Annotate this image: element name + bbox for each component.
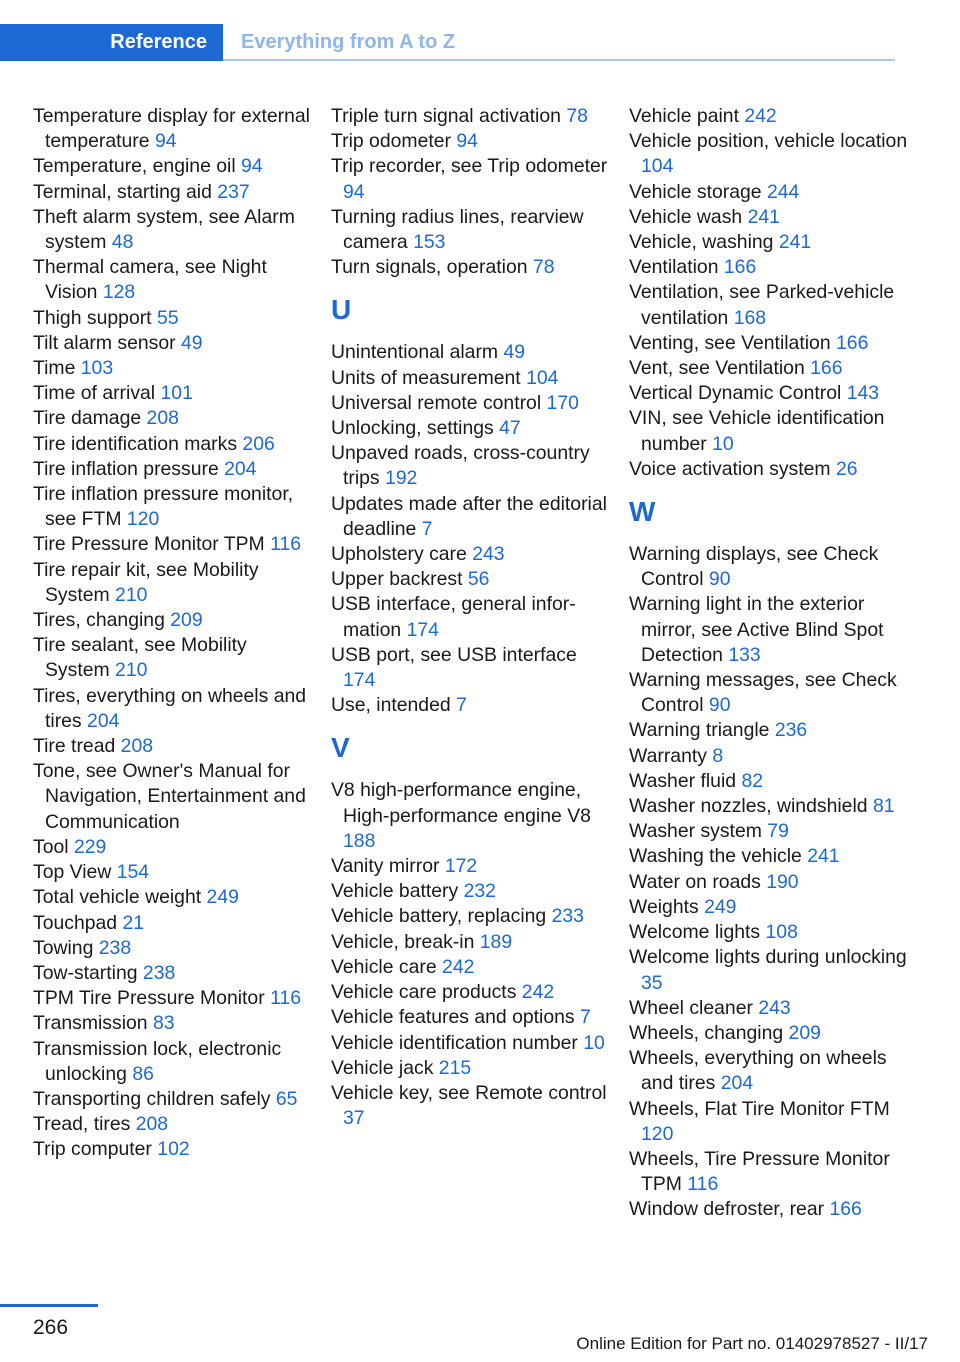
page-reference-link[interactable]: 116 (270, 533, 301, 556)
index-letter-heading: U (331, 294, 352, 326)
index-entry-text: Ventilation, see Parked-vehicle ventilation (629, 281, 895, 329)
index-entry-text: Vehicle features and options (331, 1006, 575, 1029)
index-entry-text: Tone, see Owner's Manual for Navigation, Entertainment and Communication (33, 760, 306, 833)
page-reference-link[interactable]: 237 (217, 180, 250, 203)
index-entry (33, 734, 315, 759)
page-reference-link[interactable]: 143 (846, 382, 880, 405)
index-entry (629, 205, 914, 230)
index-entry (629, 457, 914, 482)
index-entry (331, 441, 613, 491)
index-entry-text: Triple turn signal activation (331, 105, 561, 127)
index-entry (331, 391, 613, 416)
page-reference-link[interactable]: 47 (499, 417, 521, 440)
index-entry-text: Vehicle position, vehicle location (629, 130, 908, 153)
page-reference-link[interactable]: 79 (767, 820, 789, 843)
page-reference-link[interactable]: 166 (836, 331, 869, 354)
index-entry (33, 961, 315, 986)
page-reference-link[interactable]: 208 (135, 1113, 169, 1136)
section-tab-label: Reference (110, 31, 207, 53)
page-reference-link[interactable]: 49 (503, 341, 526, 364)
index-entry (331, 492, 613, 542)
index-entry (33, 104, 315, 154)
header-divider (223, 59, 895, 61)
index-entry-text: Trip odometer (331, 130, 451, 153)
page-reference-link[interactable]: 172 (444, 855, 478, 878)
index-entry (33, 1137, 315, 1162)
index-entry-text: Weights (629, 895, 699, 918)
page-reference-link[interactable]: 10 (712, 432, 734, 455)
index-entry-text: Wheels, Flat Tire Monitor FTM (629, 1097, 890, 1120)
index-entry (629, 920, 914, 945)
index-entry-text: Washer system (629, 820, 762, 843)
index-entry-text: Tire sealant, see Mobility System (33, 634, 247, 682)
index-entry (629, 1147, 914, 1197)
index-entry-text: Vehicle, break-in (331, 930, 475, 953)
page-reference-link[interactable]: 249 (704, 895, 737, 918)
index-entry-text: Transmission (33, 1012, 148, 1035)
page-reference-link[interactable]: 116 (687, 1173, 719, 1196)
page-reference-link[interactable]: 249 (206, 886, 239, 909)
index-entry-text: Wheels, changing (629, 1021, 784, 1044)
index-entry-text: Vehicle care products (331, 981, 517, 1004)
footer-divider (0, 1304, 98, 1307)
index-entry (331, 542, 613, 567)
index-entry-text: Vehicle wash (629, 205, 743, 228)
index-entry-text: TPM Tire Pressure Monitor (33, 987, 265, 1010)
index-entry-text: Temperature display for external temperature (33, 105, 310, 153)
index-entry (331, 1056, 613, 1081)
index-entry (33, 356, 315, 381)
index-entry-text: Vehicle care (331, 955, 437, 978)
page-reference-link[interactable]: 190 (766, 870, 799, 893)
page-reference-link[interactable]: 206 (242, 432, 275, 455)
page-reference-link[interactable]: 204 (87, 709, 120, 732)
index-entry-text: Vehicle paint (629, 105, 739, 127)
page-reference-link[interactable]: 241 (778, 231, 812, 254)
index-entry (629, 1097, 914, 1147)
index-entry-text: Wheel cleaner (629, 996, 753, 1019)
page-reference-link[interactable]: 241 (747, 205, 780, 228)
index-entry (331, 1005, 613, 1030)
index-entry-text: Tires, changing (33, 609, 165, 632)
section-tab-reference (0, 24, 223, 61)
index-entry-text: Vehicle battery, replacing (331, 905, 547, 928)
index-entry (33, 1037, 315, 1087)
page-reference-link[interactable]: 238 (98, 936, 132, 959)
page-reference-link[interactable]: 49 (180, 331, 203, 354)
page-reference-link[interactable]: 166 (810, 357, 843, 380)
index-entry (629, 1046, 914, 1096)
page-reference-link[interactable]: 192 (385, 467, 418, 490)
page-reference-link[interactable]: 94 (241, 155, 263, 178)
index-entry-text: Tire damage (33, 407, 142, 430)
index-entry-text: Warranty (629, 744, 707, 767)
page-reference-link[interactable]: 174 (406, 618, 439, 641)
index-entry (629, 381, 914, 406)
index-entry (331, 340, 613, 365)
index-entry-text: Tilt alarm sensor (33, 331, 176, 354)
page-reference-link[interactable]: 7 (580, 1006, 591, 1029)
index-entry (629, 668, 914, 718)
index-entry (629, 406, 914, 456)
page-reference-link[interactable]: 166 (723, 256, 757, 279)
index-entry-text: Warning messages, see Check Control (629, 669, 897, 717)
index-entry (331, 129, 613, 154)
index-entry (331, 778, 613, 854)
index-entry (33, 255, 315, 305)
page-reference-link[interactable]: 174 (343, 669, 376, 692)
index-entry (33, 684, 315, 734)
index-entry-text: Transporting children safely (33, 1087, 271, 1110)
index-entry (33, 381, 315, 406)
index-column-3 (629, 104, 914, 1223)
index-entry-text: Ventilation (629, 256, 719, 279)
index-entry-text: Unpaved roads, cross-country trips (331, 442, 590, 490)
index-entry-text: Tire Pressure Monitor TPM (33, 533, 265, 556)
index-entry-text: Thigh support (33, 306, 152, 329)
page-reference-link[interactable]: 7 (421, 517, 433, 540)
index-entry (331, 980, 613, 1005)
index-entry-text: Unlocking, settings (331, 417, 494, 440)
index-entry-text: Terminal, starting aid (33, 180, 212, 203)
index-entry-text: Washer nozzles, windshield (629, 795, 868, 818)
index-entry-text: Tow-starting (33, 961, 138, 984)
index-entry (33, 885, 315, 910)
index-entry-text: Tire tread (33, 735, 116, 758)
page-reference-link[interactable]: 242 (521, 981, 555, 1004)
index-entry (629, 129, 914, 179)
index-entry (33, 1087, 315, 1112)
index-entry-text: Vehicle storage (629, 180, 762, 203)
index-entry (331, 1081, 613, 1131)
page-reference-link[interactable]: 242 (744, 105, 777, 127)
page-reference-link[interactable]: 86 (132, 1062, 154, 1085)
index-entry-text: Wheels, Tire Pressure Monitor TPM (629, 1147, 890, 1196)
index-entry-text: Trip recorder, see Trip odometer (331, 155, 608, 178)
index-entry-text: Washer fluid (629, 769, 737, 792)
page-reference-link[interactable]: 229 (73, 835, 107, 858)
index-entry-text: Turning radius lines, rearview camera (331, 205, 584, 254)
index-entry (629, 819, 914, 844)
index-entry (33, 835, 315, 860)
index-entry-text: Voice activation system (629, 457, 831, 480)
index-entry (629, 1197, 914, 1222)
edition-note: Online Edition for Part no. 01402978527 - II/17 (576, 1334, 928, 1353)
page-reference-link[interactable]: 94 (154, 130, 177, 153)
page-reference-link[interactable]: 242 (442, 955, 475, 978)
page-reference-link[interactable]: 243 (758, 996, 791, 1019)
index-entry (331, 955, 613, 980)
page-reference-link[interactable]: 128 (102, 281, 136, 304)
page-reference-link[interactable]: 238 (142, 961, 176, 984)
index-entry-text: Warning triangle (629, 719, 770, 742)
page-reference-link[interactable]: 208 (146, 407, 179, 430)
page-reference-link[interactable]: 83 (152, 1012, 175, 1035)
index-entry (629, 255, 914, 280)
page-reference-link[interactable]: 244 (766, 180, 800, 203)
index-entry-text: Universal remote control (331, 391, 542, 414)
page-reference-link[interactable]: 170 (546, 391, 579, 414)
page-reference-link[interactable]: 21 (122, 911, 145, 934)
page-reference-link[interactable]: 236 (774, 719, 808, 742)
index-entry-text: Theft alarm system, see Alarm system (33, 205, 295, 254)
index-entry (33, 911, 315, 936)
index-entry-text: Time of arrival (33, 382, 156, 405)
index-entry-text: Tire inflation pressure monitor, see FTM (33, 483, 294, 531)
index-entry (33, 860, 315, 885)
index-entry (331, 643, 613, 693)
index-entry (33, 986, 315, 1011)
index-entry (629, 870, 914, 895)
page-reference-link[interactable]: 48 (111, 231, 134, 254)
page-reference-link[interactable]: 7 (456, 694, 467, 717)
page-reference-link[interactable]: 120 (641, 1122, 674, 1145)
page-reference-link[interactable]: 78 (532, 256, 555, 279)
index-entry (33, 1112, 315, 1137)
index-entry (629, 769, 914, 794)
index-entry (33, 482, 315, 532)
page-reference-link[interactable]: 133 (728, 643, 761, 666)
page-reference-link[interactable]: 103 (80, 357, 114, 380)
page-reference-link[interactable]: 204 (720, 1072, 754, 1095)
page-reference-link[interactable]: 232 (463, 880, 496, 903)
index-entry-text: Use, intended (331, 694, 451, 717)
page-header (0, 24, 895, 61)
page-reference-link[interactable]: 102 (157, 1138, 190, 1161)
index-entry-text: Updates made after the editorial deadline (331, 492, 607, 540)
index-entry-text: Tires, everything on wheels and tires (33, 684, 307, 732)
index-entry-text: Total vehicle weight (33, 886, 202, 909)
page-reference-link[interactable]: 209 (170, 609, 203, 632)
page-reference-link[interactable]: 215 (438, 1056, 472, 1079)
index-entry (629, 542, 914, 592)
index-entry-text: Upholstery care (331, 543, 467, 566)
index-entry-text: Trip computer (33, 1138, 152, 1161)
index-entry-text: Tread, tires (33, 1113, 131, 1136)
page-reference-link[interactable]: 120 (126, 508, 160, 531)
page-reference-link[interactable]: 241 (807, 845, 840, 868)
index-entry-text: Welcome lights during unlocking (629, 946, 907, 969)
page-reference-link[interactable]: 81 (872, 795, 895, 818)
page-reference-link[interactable]: 8 (712, 744, 724, 767)
index-entry-text: Tire inflation pressure (33, 457, 219, 480)
index-entry-text: Top View (33, 861, 112, 884)
page-reference-link[interactable]: 188 (343, 829, 376, 852)
index-entry (629, 996, 914, 1021)
index-entry (331, 416, 613, 441)
index-entry (629, 331, 914, 356)
index-column-2 (331, 104, 613, 1131)
page-reference-link[interactable]: 204 (224, 457, 257, 480)
index-entry (629, 1021, 914, 1046)
index-entry (331, 854, 613, 879)
page-reference-link[interactable]: 233 (551, 905, 584, 928)
index-entry-text: Upper backrest (331, 568, 463, 591)
index-entry (33, 331, 315, 356)
index-letter-heading: V (331, 732, 350, 764)
index-entry (331, 154, 613, 204)
index-entry-text: Vehicle identification number (331, 1031, 578, 1054)
index-entry-text: Tire identification marks (33, 432, 238, 455)
index-entry-text: Window defroster, rear (629, 1198, 825, 1221)
page-reference-link[interactable]: 56 (467, 568, 490, 591)
index-entry-text: Water on roads (629, 870, 761, 893)
index-entry (629, 280, 914, 330)
page-reference-link[interactable]: 104 (641, 155, 674, 178)
page-reference-link[interactable]: 108 (765, 921, 798, 944)
index-entry (331, 255, 613, 280)
index-entry (331, 205, 613, 255)
page-reference-link[interactable]: 90 (708, 568, 731, 591)
page-number: 266 (33, 1316, 69, 1339)
index-entry (629, 592, 914, 668)
index-entry (331, 904, 613, 929)
index-entry-text: Touchpad (33, 911, 118, 934)
index-entry (33, 532, 315, 557)
index-entry-text: Vehicle key, see Remote control (331, 1081, 607, 1104)
page-reference-link[interactable]: 90 (708, 694, 731, 717)
index-entry (629, 895, 914, 920)
index-entry (629, 945, 914, 995)
page-reference-link[interactable]: 210 (115, 583, 148, 606)
index-entry (629, 844, 914, 869)
index-entry (629, 718, 914, 743)
page-reference-link[interactable]: 208 (120, 735, 154, 758)
page-reference-link[interactable]: 37 (343, 1107, 365, 1130)
index-entry (629, 230, 914, 255)
page-reference-link[interactable]: 154 (116, 861, 150, 884)
index-entry-text: Venting, see Ventilation (629, 331, 831, 354)
index-entry-text: Unintentional alarm (331, 341, 499, 364)
index-entry (33, 306, 315, 331)
index-entry-text: V8 high-performance engine, High-performance engine V8 (331, 779, 591, 827)
index-entry (331, 1031, 613, 1056)
index-entry (331, 693, 613, 718)
index-column-1 (33, 104, 315, 1163)
page-reference-link[interactable]: 35 (641, 971, 663, 994)
page-reference-link[interactable]: 189 (479, 930, 513, 953)
index-entry (629, 180, 914, 205)
index-entry-text: USB interface, general information (331, 593, 576, 641)
index-entry (33, 558, 315, 608)
index-entry (331, 104, 613, 129)
index-entry (33, 1011, 315, 1036)
index-letter-heading: W (629, 496, 656, 528)
index-entry-text: Temperature, engine oil (33, 155, 236, 178)
page-reference-link[interactable]: 94 (456, 130, 478, 153)
index-entry-text: Vehicle, washing (629, 231, 774, 254)
index-entry-text: Thermal camera, see Night Vision (33, 256, 267, 304)
page-reference-link[interactable]: 55 (156, 306, 179, 329)
index-entry (33, 205, 315, 255)
index-entry (33, 180, 315, 205)
index-entry (629, 356, 914, 381)
index-entry-text: Transmission lock, electronic unlocking (33, 1037, 282, 1085)
index-entry (629, 104, 914, 129)
page-reference-link[interactable]: 78 (566, 105, 588, 127)
index-entry (331, 879, 613, 904)
index-entry-text: Warning light in the exterior mirror, see Active Blind Spot Detection (629, 593, 884, 666)
page-reference-link[interactable]: 116 (270, 987, 301, 1010)
index-entry (33, 432, 315, 457)
index-entry (33, 406, 315, 431)
page-reference-link[interactable]: 10 (583, 1031, 605, 1054)
index-entry-text: Warning displays, see Check Control (629, 543, 879, 591)
index-entry (33, 936, 315, 961)
page-reference-link[interactable]: 94 (343, 180, 365, 203)
index-entry-text: Towing (33, 936, 94, 959)
index-entry-text: Vehicle battery (331, 880, 459, 903)
index-entry (331, 930, 613, 955)
index-entry (33, 154, 315, 179)
index-entry (331, 366, 613, 391)
page-reference-link[interactable]: 101 (160, 382, 193, 405)
index-entry-text: VIN, see Vehicle identification number (629, 407, 885, 455)
index-entry (33, 633, 315, 683)
index-entry-text: Vanity mirror (331, 855, 440, 878)
index-entry (629, 744, 914, 769)
index-entry-text: Wheels, everything on wheels and tires (629, 1047, 887, 1095)
index-entry (33, 608, 315, 633)
page-reference-link[interactable]: 243 (472, 543, 505, 566)
index-entry-text: Tire repair kit, see Mobility System (33, 558, 259, 606)
page-reference-link[interactable]: 209 (788, 1021, 821, 1044)
index-entry-text: Turn signals, operation (331, 256, 528, 279)
index-entry-text: Vertical Dynamic Control (629, 382, 842, 405)
index-entry-text: USB port, see USB interface (331, 643, 577, 666)
page-reference-link[interactable]: 82 (741, 769, 764, 792)
index-entry (33, 457, 315, 482)
index-entry (629, 794, 914, 819)
page-reference-link[interactable]: 104 (526, 366, 559, 389)
page-reference-link[interactable]: 166 (829, 1198, 862, 1221)
index-entry (331, 567, 613, 592)
page-reference-link[interactable]: 210 (115, 659, 148, 682)
index-entry (33, 759, 315, 835)
index-entry-text: Vehicle jack (331, 1056, 434, 1079)
index-entry-text: Units of measurement (331, 366, 521, 389)
page-reference-link[interactable]: 168 (733, 306, 767, 329)
index-entry (331, 592, 613, 642)
index-entry-text: Tool (33, 835, 69, 858)
page-reference-link[interactable]: 65 (275, 1087, 298, 1110)
page-reference-link[interactable]: 26 (835, 457, 858, 480)
subsection-title: Everything from A to Z (241, 31, 456, 53)
index-entry-text: Vent, see Ventilation (629, 357, 805, 380)
index-entry-text: Time (33, 357, 76, 380)
page-reference-link[interactable]: 153 (413, 231, 446, 254)
index-entry-text: Washing the vehicle (629, 845, 802, 868)
index-entry-text: Welcome lights (629, 921, 761, 944)
